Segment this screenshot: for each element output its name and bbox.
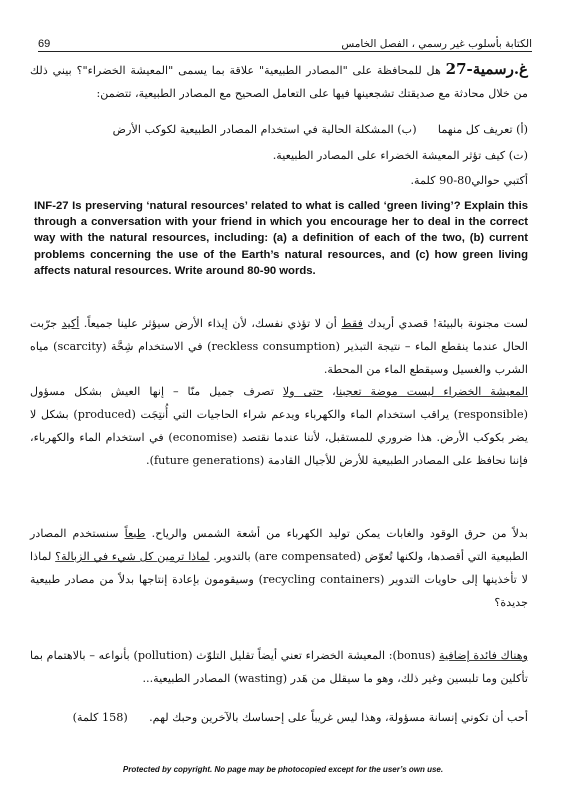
answer-paragraph-3 <box>30 522 528 614</box>
question-item-c <box>30 144 528 167</box>
word-count-instruction: أكتبي حوالي80-90 كلمة. <box>410 174 528 187</box>
answer-paragraph-4 <box>30 644 528 690</box>
item-b: (ب) المشكلة الحالية في استخدام المصادر الطبيعية لكوكب الأرض <box>112 123 417 136</box>
answer-text: سنستخدم المصادر الطبيعية التي أقصدها، ولكنها تُعوّض (are compensated) بالتدوير. <box>30 527 528 563</box>
answer-word-count: (158 كلمة) <box>72 711 128 724</box>
answer-text: تصرف جميل منّا – إنها العيش بشكل مسؤول (responsible) يراقب استخدام الماء والكهرباء ويدعم شراء الحاجيات التي أُنتِجَت (produced) بشكل لا يضر بكوكب الأرض. هذا ضروري للمستقبل، لأننا عندما نقتصد (economise) في استخدام الماء والكهرباء، فإننا نحافظ على المصادر الطبيعية للأرض للأجيال القادمة (future generations). <box>30 385 528 467</box>
underlined-phrase: المعيشة الخضراء ليست موضة تعجبنا <box>335 385 528 398</box>
arabic-question <box>30 58 528 105</box>
question-word-count <box>30 169 528 192</box>
question-text: هل للمحافظة على "المصادر الطبيعية" علاقة بما يسمى "المعيشة الخضراء"؟ بيني ذلك من خلال محادثة مع صديقتك تشجعينها فيها على التعامل الصحيح مع المصادر الطبيعية، تتضمن: <box>30 64 528 100</box>
answer-paragraph-5 <box>30 706 528 729</box>
answer-paragraph-2 <box>30 380 528 472</box>
answer-text: بدلاً من حرق الوقود والغابات يمكن توليد الكهرباء من أشعة الشمس والرياح. <box>145 527 529 540</box>
answer-text: ، <box>323 385 336 398</box>
question-code: غ.رسمية-27 <box>445 60 528 78</box>
answer-paragraph-1 <box>30 312 528 381</box>
page-header <box>38 34 532 52</box>
answer-text: لست مجنونة بالبيئة! قصدي أريدك <box>362 317 529 330</box>
item-c: (ت) كيف تؤثر المعيشة الخضراء على المصادر الطبيعية. <box>272 149 528 162</box>
underlined-phrase: حتى ولا <box>282 385 324 398</box>
answer-text: أحب أن تكوني إنسانة مسؤولة، وهذا ليس غريباً على إحساسك بالآخرين وحبك لهم. <box>149 711 528 724</box>
answer-text: لماذا لا تأخذينها إلى حاويات التدوير (recycling containers) وسيقومون بإعادة إنتاجها بدلاً من مصادر طبيعية جديدة؟ <box>30 550 529 609</box>
underlined-phrase: لماذا ترمين كل شيء في الزبالة؟ <box>55 550 210 563</box>
underlined-phrase: أكيد <box>61 317 80 330</box>
underlined-phrase: وهناك فائدة إضافية <box>438 649 528 662</box>
question-items-ab <box>30 118 528 141</box>
page-number: 69 <box>38 38 51 50</box>
answer-text: أن لا تؤذي نفسك، لأن إيذاء الأرض سيؤثر علينا جميعاً. <box>79 317 342 330</box>
underlined-phrase: طبعاً <box>124 527 146 540</box>
item-a: (أ) تعريف كل منهما <box>437 123 528 136</box>
answer-text: (bonus): المعيشة الخضراء تعني أيضاً تقليل التلوّث (pollution) بأنواعه – بالاهتمام بما تأكلين وما تلبسين وغير ذلك، وهو ما سيقلل من هَدر (wasting) المصادر الطبيعية... <box>30 649 528 685</box>
underlined-phrase: فقط <box>341 317 363 330</box>
answer-text: جرّبت الحال عندما ينقطع الماء – نتيجة التبذير (reckless consumption) في الاستخدام شِحَّة (scarcity) مياه الشرب والغسيل وسيقطع الماء من المحطة. <box>30 317 528 376</box>
english-prompt: INF-27 Is preserving ‘natural resources’ related to what is called ‘green living’? Explain this through a conversation with your friend in which you encourage her to deal in the correct way with the natural resources, including: (a) a definition of each of the two, (b) current problems concerning the use of the Earth’s natural resources, and (c) how green living affects natural resources. Write around 80-90 words. <box>34 200 528 277</box>
chapter-title: الكتابة بأسلوب غير رسمي ، الفصل الخامس <box>341 38 532 50</box>
copyright-footer: Protected by copyright. No page may be photocopied except for the user’s own use. <box>122 765 444 774</box>
